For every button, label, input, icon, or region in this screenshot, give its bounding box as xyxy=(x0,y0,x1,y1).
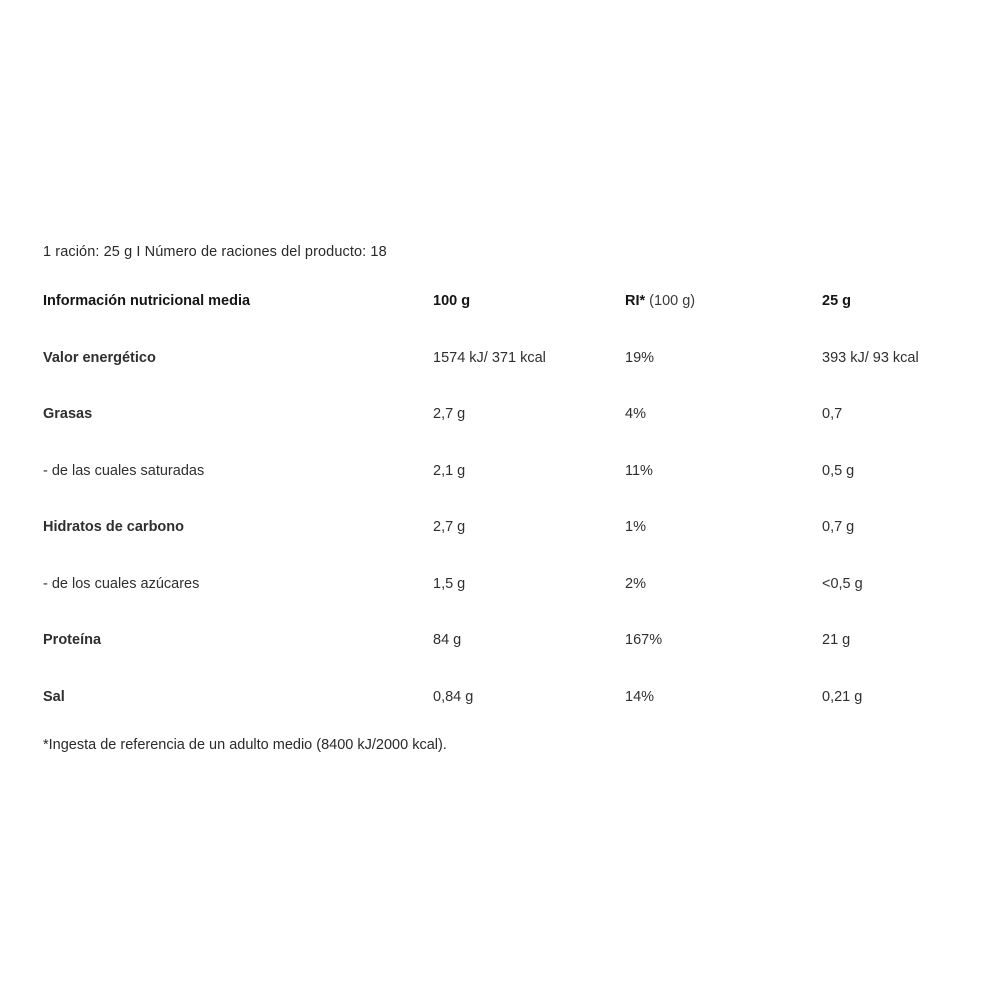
value-per-100g: 2,7 g xyxy=(433,406,466,423)
header-nutrient: Información nutricional media xyxy=(43,293,251,310)
value-ri: 14% xyxy=(625,688,655,705)
value-per-serving: 0,7 g xyxy=(822,519,855,536)
nutrition-table xyxy=(43,273,943,725)
value-ri: 19% xyxy=(625,349,655,366)
value-per-100g: 1,5 g xyxy=(433,575,466,592)
table-row xyxy=(43,443,943,500)
nutrient-name: Hidratos de carbono xyxy=(43,519,184,536)
nutrient-name: Valor energético xyxy=(43,349,156,366)
value-per-100g: 84 g xyxy=(433,632,462,649)
value-per-100g: 0,84 g xyxy=(433,688,474,705)
table-row xyxy=(43,330,943,387)
nutrient-name: - de las cuales saturadas xyxy=(43,462,205,479)
header-ri-label: RI* xyxy=(625,293,646,310)
header-per-serving: 25 g xyxy=(822,293,852,310)
value-ri: 4% xyxy=(625,406,646,423)
table-row xyxy=(43,386,943,443)
table-row xyxy=(43,556,943,613)
value-per-serving: <0,5 g xyxy=(822,575,863,592)
value-per-serving: 21 g xyxy=(822,632,851,649)
nutrient-name: Grasas xyxy=(43,406,93,423)
value-per-100g: 2,7 g xyxy=(433,519,466,536)
value-ri: 167% xyxy=(625,632,663,649)
footnote: *Ingesta de referencia de un adulto medio (8400 kJ/2000 kcal). xyxy=(43,737,447,753)
value-ri: 2% xyxy=(625,575,646,592)
value-ri: 1% xyxy=(625,519,646,536)
value-ri: 11% xyxy=(625,462,653,479)
serving-info: 1 ración: 25 g I Número de raciones del producto: 18 xyxy=(43,244,387,260)
table-row xyxy=(43,669,943,726)
table-row xyxy=(43,499,943,556)
value-per-serving: 393 kJ/ 93 kcal xyxy=(822,349,919,366)
header-ri-suffix: (100 g) xyxy=(645,293,696,310)
table-header-row xyxy=(43,273,943,330)
value-per-serving: 0,7 xyxy=(822,406,843,423)
table-row xyxy=(43,612,943,669)
value-per-100g: 1574 kJ/ 371 kcal xyxy=(433,349,546,366)
nutrient-name: - de los cuales azúcares xyxy=(43,575,200,592)
header-per-100g: 100 g xyxy=(433,293,471,310)
value-per-serving: 0,21 g xyxy=(822,688,863,705)
nutrient-name: Sal xyxy=(43,688,65,705)
nutrient-name: Proteína xyxy=(43,632,102,649)
value-per-serving: 0,5 g xyxy=(822,462,855,479)
header-ri xyxy=(625,273,822,330)
value-per-100g: 2,1 g xyxy=(433,462,466,479)
